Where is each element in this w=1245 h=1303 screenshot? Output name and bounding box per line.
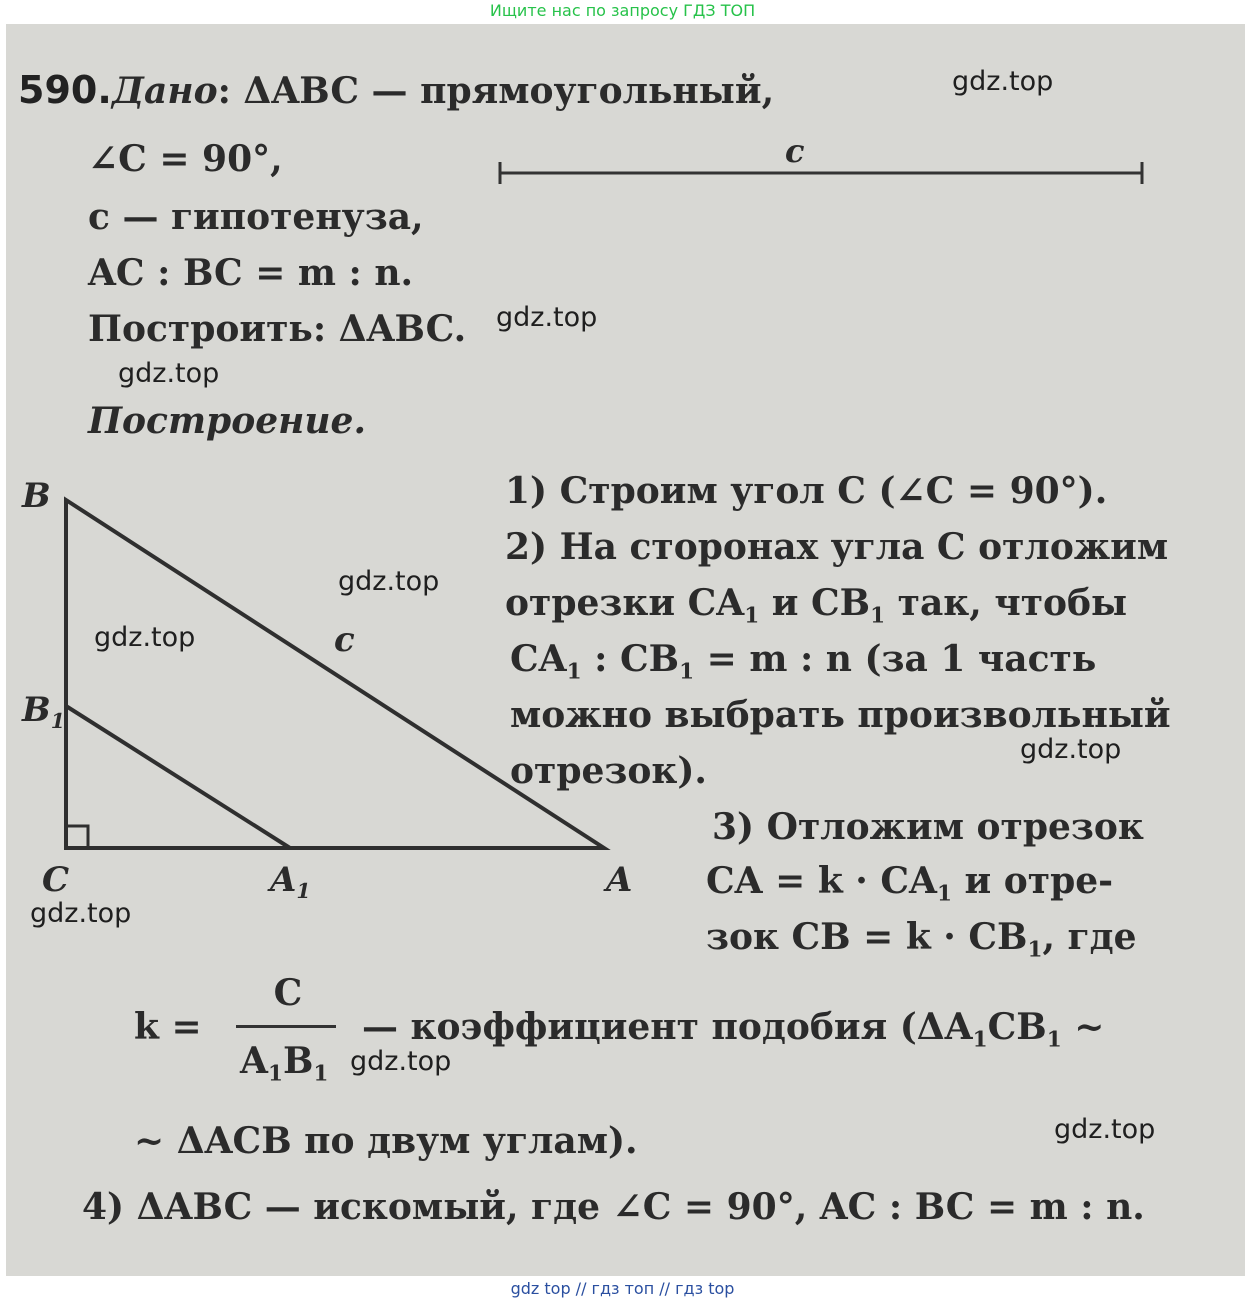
step-2-line-4: можно выбрать произвольный xyxy=(510,694,1171,736)
label-A1-sub: 1 xyxy=(296,879,311,904)
label-A1-main: A xyxy=(270,860,297,900)
label-c-hypotenuse: c xyxy=(334,620,355,660)
watermark: gdz.top xyxy=(1054,1114,1156,1145)
step-4: 4) ΔABC — искомый, где ∠C = 90°, AC : BC = m : n. xyxy=(82,1186,1145,1228)
bottom-banner-link[interactable]: gdz top // гдз топ // гдз top xyxy=(510,1279,735,1298)
step-2-line-3-c: = m : n (за 1 часть xyxy=(694,638,1097,680)
step-3-line-2 xyxy=(706,860,1113,907)
step-3-line-3-b: , где xyxy=(1042,916,1137,958)
construct-line: Построить: ΔABC. xyxy=(88,308,467,350)
right-angle-mark xyxy=(66,826,88,848)
step-1: 1) Строим угол C (∠C = 90°). xyxy=(505,470,1108,512)
label-B1-main: B xyxy=(22,690,51,730)
step-2-line-3-b: : CB xyxy=(581,638,680,680)
k-desc-a: — коэффициент подобия (ΔA xyxy=(362,1006,973,1048)
watermark: gdz.top xyxy=(952,66,1054,97)
step-3-line-5: ~ ΔACB по двум углам). xyxy=(134,1120,638,1162)
fraction-bar xyxy=(236,1025,336,1028)
step-2-line-3-a: CA xyxy=(510,638,567,680)
subscript: 1 xyxy=(936,881,952,907)
label-A1 xyxy=(270,860,311,903)
frac-den-b: B xyxy=(282,1040,314,1082)
subscript: 1 xyxy=(566,659,582,685)
given-line-4: AC : BC = m : n. xyxy=(88,252,414,294)
step-2-line-2-a: отрезки CA xyxy=(505,582,745,624)
label-C: C xyxy=(42,860,70,900)
step-2-line-5: отрезок). xyxy=(510,750,707,792)
segment-B1A1 xyxy=(66,706,290,848)
subscript: 1 xyxy=(313,1061,329,1087)
top-banner-link[interactable]: Ищите нас по запросу ГДЗ ТОП xyxy=(489,1,756,20)
subscript: 1 xyxy=(744,603,760,629)
step-3-line-3-a: зок CB = k · CB xyxy=(706,916,1028,958)
fraction-numerator: C xyxy=(273,972,303,1014)
frac-den-a: A xyxy=(240,1040,268,1082)
problem-number: 590. xyxy=(18,68,112,112)
k-desc-b: CB xyxy=(987,1006,1047,1048)
label-B: B xyxy=(22,476,51,516)
label-B1 xyxy=(22,690,65,733)
step-3-line-1: 3) Отложим отрезок xyxy=(712,806,1144,848)
k-equals: k = xyxy=(134,1006,202,1048)
given-line-2: ∠C = 90°, xyxy=(88,138,283,180)
subscript: 1 xyxy=(972,1027,988,1053)
subscript: 1 xyxy=(870,603,886,629)
watermark: gdz.top xyxy=(118,358,220,389)
construction-heading: Построение. xyxy=(88,400,366,442)
subscript: 1 xyxy=(1046,1027,1062,1053)
fraction-denominator xyxy=(240,1040,328,1087)
step-2-line-2-c: так, чтобы xyxy=(885,582,1128,624)
label-A: A xyxy=(606,860,633,900)
watermark: gdz.top xyxy=(338,566,440,597)
given-label: Дано xyxy=(112,70,218,112)
given-text-1: : ΔABC — прямоугольный, xyxy=(217,70,775,112)
step-3-line-2-a: CA = k · CA xyxy=(706,860,937,902)
watermark: gdz.top xyxy=(94,622,196,653)
segment-c-label: c xyxy=(785,132,805,170)
step-3-line-3 xyxy=(706,916,1137,963)
step-2-line-2-b: и CB xyxy=(759,582,871,624)
step-2-line-3 xyxy=(510,638,1096,685)
step-2-line-2 xyxy=(505,582,1127,629)
subscript: 1 xyxy=(267,1061,283,1087)
k-description xyxy=(362,1006,1104,1053)
step-3-line-2-b: и отре- xyxy=(951,860,1114,902)
given-line-3: c — гипотенуза, xyxy=(88,196,424,238)
k-desc-c: ~ xyxy=(1061,1006,1105,1048)
watermark: gdz.top xyxy=(1020,734,1122,765)
subscript: 1 xyxy=(679,659,695,685)
subscript: 1 xyxy=(1027,937,1043,963)
watermark: gdz.top xyxy=(30,898,132,929)
watermark: gdz.top xyxy=(496,302,598,333)
watermark: gdz.top xyxy=(350,1046,452,1077)
label-B1-sub: 1 xyxy=(50,709,65,734)
step-2-line-1: 2) На сторонах угла C отложим xyxy=(505,526,1169,568)
